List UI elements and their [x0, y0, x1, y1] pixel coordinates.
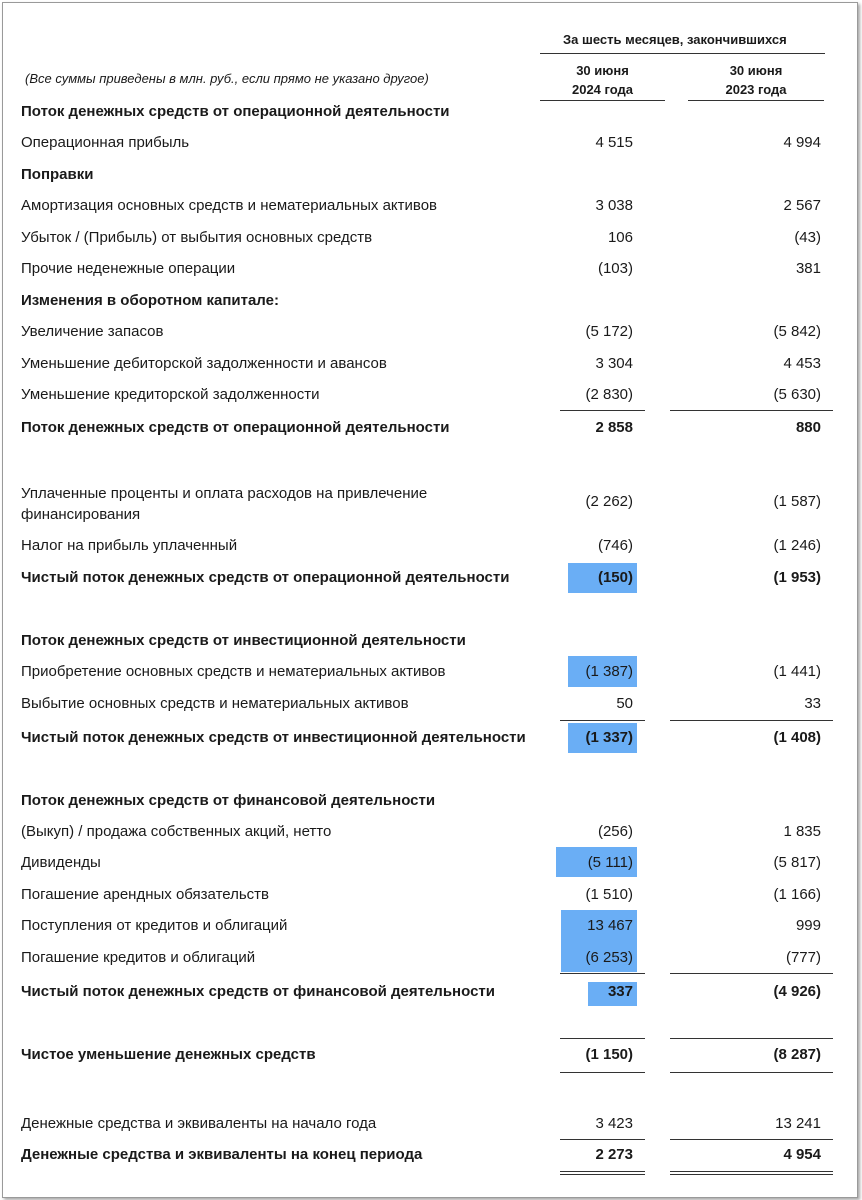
value-2024: (1 337)	[585, 729, 633, 746]
row-label: Чистый поток денежных средств от инвестиционной деятельности	[21, 729, 526, 746]
value-2023: (777)	[785, 949, 821, 966]
value-2024: (1 150)	[585, 1046, 633, 1063]
row-label: Поток денежных средств от операционной деятельности	[21, 103, 450, 120]
value-2023: (5 842)	[773, 323, 821, 340]
value-2023: (4 926)	[773, 983, 821, 1000]
total-rule	[670, 1072, 833, 1073]
row-label: Изменения в оборотном капитале:	[21, 292, 279, 309]
column-header-rule	[540, 100, 665, 101]
column-header-2024-date: 30 июня	[576, 63, 629, 78]
row-label: Приобретение основных средств и нематериальных активов	[21, 663, 446, 680]
value-2024: (150)	[597, 569, 633, 586]
value-2023: (1 166)	[773, 886, 821, 903]
subtotal-rule	[670, 720, 833, 721]
value-2023: 880	[795, 419, 821, 436]
period-underline	[540, 53, 825, 54]
period-title: За шесть месяцев, закончившихся	[563, 32, 787, 47]
total-rule	[670, 1139, 833, 1140]
total-rule	[560, 1038, 645, 1039]
row-label: Амортизация основных средств и нематериальных активов	[21, 197, 438, 214]
value-2024: 3 304	[595, 355, 633, 372]
total-rule	[560, 1139, 645, 1140]
value-2024: (5 172)	[585, 323, 633, 340]
value-2024: (746)	[597, 537, 633, 554]
row-label: Уменьшение кредиторской задолженности	[21, 386, 320, 403]
value-2023: 13 241	[775, 1115, 821, 1132]
column-header-2023-year: 2023 года	[725, 82, 787, 97]
row-label: Чистое уменьшение денежных средств	[21, 1046, 316, 1063]
total-rule	[670, 1038, 833, 1039]
row-label: Увеличение запасов	[21, 323, 164, 340]
value-2023: 4 994	[783, 134, 821, 151]
value-2023: 33	[804, 695, 821, 712]
column-header-rule	[688, 100, 824, 101]
row-label: Налог на прибыль уплаченный	[21, 537, 238, 554]
row-label: Денежные средства и эквиваленты на конец периода	[21, 1146, 423, 1163]
row-label: Прочие неденежные операции	[21, 260, 236, 277]
value-2024: (5 111)	[587, 854, 633, 871]
value-2024: (1 510)	[585, 886, 633, 903]
value-2023: 999	[795, 917, 821, 934]
row-label: Уплаченные проценты и оплата расходов на привлечение финансирования	[21, 485, 428, 523]
row-label: Поправки	[21, 166, 94, 183]
column-header-2024-year: 2024 года	[571, 82, 634, 97]
row-label: Поступления от кредитов и облигаций	[21, 917, 288, 934]
double-rule	[670, 1171, 833, 1172]
value-2024: (2 830)	[585, 386, 633, 403]
value-2023: (1 953)	[773, 569, 821, 586]
value-2023: (1 587)	[773, 493, 821, 510]
value-2023: 1 835	[783, 823, 821, 840]
value-2024: (2 262)	[585, 493, 633, 510]
subtotal-rule	[670, 410, 833, 411]
value-2023: (5 817)	[773, 854, 821, 871]
row-label: Погашение арендных обязательств	[21, 886, 270, 903]
value-2024: (6 253)	[585, 949, 633, 966]
value-2023: 4 954	[783, 1146, 821, 1163]
subtotal-rule	[560, 973, 645, 974]
value-2024: 3 038	[595, 197, 633, 214]
value-2024: 106	[607, 229, 633, 246]
value-2024: 50	[616, 695, 633, 712]
value-2024: 2 273	[595, 1146, 633, 1163]
subtotal-rule	[560, 720, 645, 721]
value-2024: 2 858	[595, 419, 633, 436]
row-label: Чистый поток денежных средств от операционной деятельности	[21, 569, 510, 586]
row-label: Погашение кредитов и облигаций	[21, 949, 256, 966]
row-label: Чистый поток денежных средств от финансовой деятельности	[21, 983, 495, 1000]
value-2024: (103)	[597, 260, 633, 277]
row-label: Поток денежных средств от финансовой деятельности	[21, 792, 436, 809]
column-header-2024	[540, 61, 665, 99]
value-2023: 381	[795, 260, 821, 277]
value-2024: (256)	[597, 823, 633, 840]
value-2023: (5 630)	[773, 386, 821, 403]
row-label: Операционная прибыль	[21, 134, 190, 151]
row-label: Дивиденды	[21, 854, 101, 871]
row-label: Уменьшение дебиторской задолженности и авансов	[21, 355, 387, 372]
total-rule	[560, 1072, 645, 1073]
value-2023: (1 246)	[773, 537, 821, 554]
value-2023: 4 453	[783, 355, 821, 372]
value-2023: (1 408)	[773, 729, 821, 746]
value-2024: 3 423	[595, 1115, 633, 1132]
value-2023: 2 567	[783, 197, 821, 214]
row-label: Убыток / (Прибыль) от выбытия основных средств	[21, 229, 373, 246]
value-2024: 13 467	[587, 917, 633, 934]
value-2023: (1 441)	[773, 663, 821, 680]
value-2024: (1 387)	[585, 663, 633, 680]
row-label: Денежные средства и эквиваленты на начало года	[21, 1115, 377, 1132]
column-header-2023-date: 30 июня	[729, 63, 783, 78]
double-rule	[560, 1171, 645, 1172]
row-label: Выбытие основных средств и нематериальных активов	[21, 695, 409, 712]
units-note: (Все суммы приведены в млн. руб., если прямо не указано другое)	[25, 71, 429, 86]
column-header-2023	[688, 61, 824, 99]
subtotal-rule	[560, 410, 645, 411]
value-2024: 4 515	[595, 134, 633, 151]
value-2024: 337	[607, 983, 633, 1000]
value-2023: (43)	[794, 229, 821, 246]
value-2023: (8 287)	[773, 1046, 821, 1063]
document-page	[2, 2, 858, 1198]
double-rule	[670, 1174, 833, 1175]
double-rule	[560, 1174, 645, 1175]
row-label: (Выкуп) / продажа собственных акций, нетто	[21, 823, 332, 840]
row-label: Поток денежных средств от операционной деятельности	[21, 419, 450, 436]
row-label: Поток денежных средств от инвестиционной деятельности	[21, 632, 466, 649]
subtotal-rule	[670, 973, 833, 974]
